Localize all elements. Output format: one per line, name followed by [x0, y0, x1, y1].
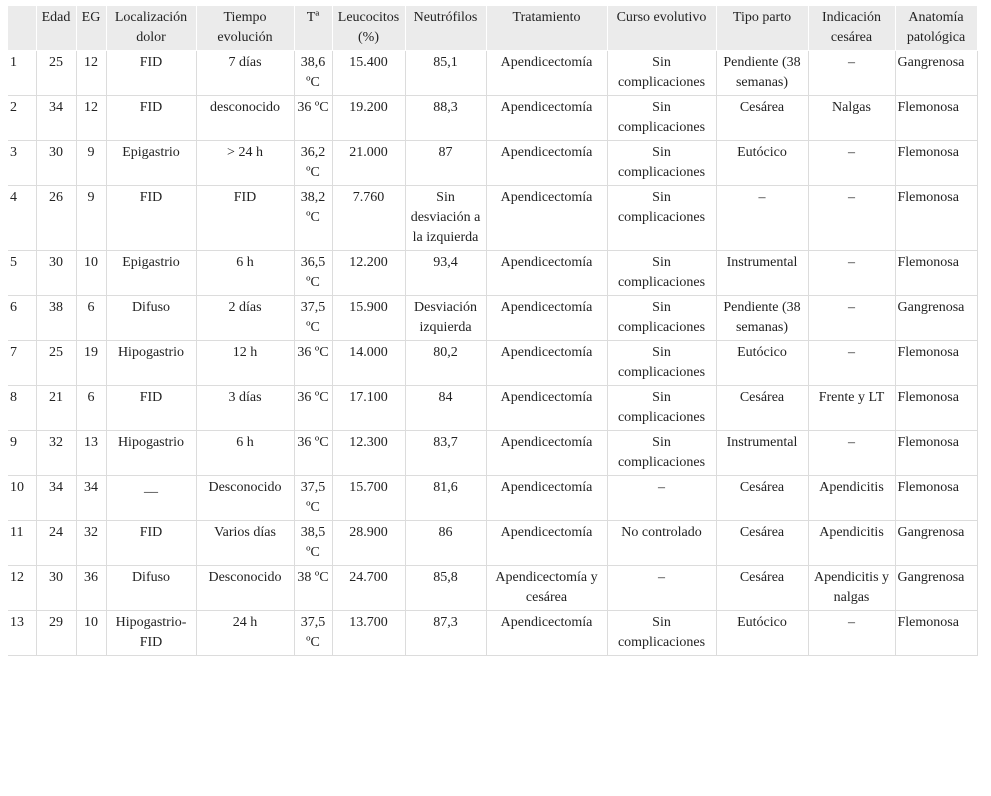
header-cell-neutrofilos: Neutrófilos: [405, 6, 486, 51]
cell-tratamiento: Apendicectomía: [486, 251, 607, 296]
cell-edad: 38: [36, 296, 76, 341]
cell-eg: 19: [76, 341, 106, 386]
cell-tratamiento: Apendicectomía: [486, 51, 607, 96]
cell-tiempo: 6 h: [196, 251, 294, 296]
cell-localizacion: FID: [106, 51, 196, 96]
table-row: [8, 386, 977, 431]
cell-edad: 26: [36, 186, 76, 251]
header-cell-temperatura: Tª: [294, 6, 332, 51]
cell-indicacion: –: [808, 611, 895, 656]
cell-tratamiento: Apendicectomía: [486, 521, 607, 566]
header-cell-edad: Edad: [36, 6, 76, 51]
cell-tiempo: 2 días: [196, 296, 294, 341]
header-cell-indicacion: Indicación cesárea: [808, 6, 895, 51]
cell-leucocitos: 15.700: [332, 476, 405, 521]
cell-temperatura: 38,5 ºC: [294, 521, 332, 566]
cell-temperatura: 38 ºC: [294, 566, 332, 611]
cell-localizacion: FID: [106, 386, 196, 431]
cell-index: 2: [8, 96, 36, 141]
cell-anatomia: Flemonosa: [895, 431, 977, 476]
cell-curso: –: [607, 566, 716, 611]
header-cell-tipo-parto: Tipo parto: [716, 6, 808, 51]
table-row: [8, 51, 977, 96]
cell-neutrofilos: 83,7: [405, 431, 486, 476]
cell-temperatura: 37,5 ºC: [294, 476, 332, 521]
table-row: [8, 611, 977, 656]
cell-eg: 9: [76, 186, 106, 251]
cell-neutrofilos: 85,1: [405, 51, 486, 96]
cell-tipo-parto: Eutócico: [716, 341, 808, 386]
cell-anatomia: Gangrenosa: [895, 296, 977, 341]
cell-neutrofilos: 88,3: [405, 96, 486, 141]
cell-edad: 25: [36, 51, 76, 96]
cell-neutrofilos: 80,2: [405, 341, 486, 386]
cell-tipo-parto: Instrumental: [716, 431, 808, 476]
cell-tiempo: FID: [196, 186, 294, 251]
cell-tipo-parto: Eutócico: [716, 141, 808, 186]
cell-tratamiento: Apendicectomía: [486, 476, 607, 521]
cell-tratamiento: Apendicectomía: [486, 96, 607, 141]
cell-tratamiento: Apendicectomía: [486, 296, 607, 341]
cell-localizacion: Hipogastrio: [106, 431, 196, 476]
cell-indicacion: Frente y LT: [808, 386, 895, 431]
cell-anatomia: Flemonosa: [895, 141, 977, 186]
cell-indicacion: Apendicitis: [808, 476, 895, 521]
cell-eg: 12: [76, 96, 106, 141]
cell-neutrofilos: 87: [405, 141, 486, 186]
cell-index: 12: [8, 566, 36, 611]
cell-localizacion: __: [106, 476, 196, 521]
cell-leucocitos: 12.300: [332, 431, 405, 476]
cell-tipo-parto: Cesárea: [716, 476, 808, 521]
cell-temperatura: 37,5 ºC: [294, 296, 332, 341]
cell-localizacion: Difuso: [106, 296, 196, 341]
cell-indicacion: –: [808, 431, 895, 476]
header-row: [8, 6, 977, 51]
cell-tipo-parto: –: [716, 186, 808, 251]
cell-curso: Sin complicaciones: [607, 611, 716, 656]
cell-tipo-parto: Eutócico: [716, 611, 808, 656]
cell-index: 7: [8, 341, 36, 386]
cell-anatomia: Flemonosa: [895, 186, 977, 251]
cell-neutrofilos: Sin desviación a la izquierda: [405, 186, 486, 251]
cell-tipo-parto: Pendiente (38 semanas): [716, 51, 808, 96]
cell-neutrofilos: Desviación izquierda: [405, 296, 486, 341]
cell-indicacion: –: [808, 296, 895, 341]
cell-edad: 30: [36, 141, 76, 186]
cell-curso: Sin complicaciones: [607, 341, 716, 386]
cell-leucocitos: 7.760: [332, 186, 405, 251]
cell-eg: 10: [76, 251, 106, 296]
cell-anatomia: Flemonosa: [895, 96, 977, 141]
cell-temperatura: 36,5 ºC: [294, 251, 332, 296]
cell-leucocitos: 15.400: [332, 51, 405, 96]
cell-leucocitos: 17.100: [332, 386, 405, 431]
cell-edad: 29: [36, 611, 76, 656]
cell-eg: 9: [76, 141, 106, 186]
cell-tratamiento: Apendicectomía: [486, 611, 607, 656]
cell-anatomia: Flemonosa: [895, 386, 977, 431]
cell-leucocitos: 14.000: [332, 341, 405, 386]
cell-tratamiento: Apendicectomía: [486, 141, 607, 186]
cell-eg: 12: [76, 51, 106, 96]
cell-tratamiento: Apendicectomía: [486, 186, 607, 251]
cell-curso: Sin complicaciones: [607, 296, 716, 341]
cell-curso: Sin complicaciones: [607, 186, 716, 251]
cell-index: 10: [8, 476, 36, 521]
cell-leucocitos: 12.200: [332, 251, 405, 296]
cell-anatomia: Gangrenosa: [895, 566, 977, 611]
cell-edad: 30: [36, 566, 76, 611]
cell-leucocitos: 28.900: [332, 521, 405, 566]
cell-anatomia: Flemonosa: [895, 476, 977, 521]
cell-localizacion: FID: [106, 96, 196, 141]
cell-localizacion: Hipogastrio: [106, 341, 196, 386]
cell-neutrofilos: 86: [405, 521, 486, 566]
cell-localizacion: Epigastrio: [106, 251, 196, 296]
cell-edad: 30: [36, 251, 76, 296]
header-cell-localizacion: Localización dolor: [106, 6, 196, 51]
table-row: [8, 296, 977, 341]
cell-tiempo: Varios días: [196, 521, 294, 566]
cell-curso: Sin complicaciones: [607, 431, 716, 476]
header-cell-index: [8, 6, 36, 51]
cell-edad: 34: [36, 96, 76, 141]
cell-indicacion: –: [808, 341, 895, 386]
cell-localizacion: Epigastrio: [106, 141, 196, 186]
table-row: [8, 431, 977, 476]
cell-eg: 6: [76, 296, 106, 341]
cell-localizacion: Hipogastrio-FID: [106, 611, 196, 656]
cell-neutrofilos: 81,6: [405, 476, 486, 521]
cell-curso: No controlado: [607, 521, 716, 566]
cell-eg: 6: [76, 386, 106, 431]
cell-temperatura: 36 ºC: [294, 96, 332, 141]
cell-temperatura: 36 ºC: [294, 386, 332, 431]
cell-index: 6: [8, 296, 36, 341]
cell-curso: Sin complicaciones: [607, 51, 716, 96]
cell-localizacion: Difuso: [106, 566, 196, 611]
cell-index: 3: [8, 141, 36, 186]
cell-indicacion: Apendicitis y nalgas: [808, 566, 895, 611]
cell-temperatura: 38,6 ºC: [294, 51, 332, 96]
cell-anatomia: Flemonosa: [895, 251, 977, 296]
cell-tiempo: 7 días: [196, 51, 294, 96]
cell-tiempo: Desconocido: [196, 476, 294, 521]
cell-index: 9: [8, 431, 36, 476]
cell-neutrofilos: 84: [405, 386, 486, 431]
cell-tratamiento: Apendicectomía: [486, 431, 607, 476]
cell-tipo-parto: Cesárea: [716, 96, 808, 141]
cell-tiempo: > 24 h: [196, 141, 294, 186]
cell-index: 8: [8, 386, 36, 431]
cell-tiempo: desconocido: [196, 96, 294, 141]
cell-tiempo: 3 días: [196, 386, 294, 431]
cell-index: 5: [8, 251, 36, 296]
cell-leucocitos: 24.700: [332, 566, 405, 611]
cell-temperatura: 38,2 ºC: [294, 186, 332, 251]
cell-indicacion: Nalgas: [808, 96, 895, 141]
table-row: [8, 566, 977, 611]
cell-anatomia: Gangrenosa: [895, 51, 977, 96]
cell-tratamiento: Apendicectomía y cesárea: [486, 566, 607, 611]
cell-temperatura: 36,2 ºC: [294, 141, 332, 186]
cell-tiempo: 6 h: [196, 431, 294, 476]
cell-eg: 10: [76, 611, 106, 656]
cell-anatomia: Gangrenosa: [895, 521, 977, 566]
cell-temperatura: 36 ºC: [294, 341, 332, 386]
table-row: [8, 96, 977, 141]
cell-indicacion: –: [808, 186, 895, 251]
cell-tiempo: Desconocido: [196, 566, 294, 611]
cell-index: 1: [8, 51, 36, 96]
table-row: [8, 141, 977, 186]
cell-index: 13: [8, 611, 36, 656]
cell-leucocitos: 19.200: [332, 96, 405, 141]
cell-localizacion: FID: [106, 521, 196, 566]
cell-indicacion: –: [808, 141, 895, 186]
cell-neutrofilos: 87,3: [405, 611, 486, 656]
table-row: [8, 251, 977, 296]
cell-tipo-parto: Cesárea: [716, 566, 808, 611]
cell-edad: 32: [36, 431, 76, 476]
cell-eg: 13: [76, 431, 106, 476]
cell-tratamiento: Apendicectomía: [486, 341, 607, 386]
cell-tiempo: 24 h: [196, 611, 294, 656]
header-cell-anatomia: Anatomía patológica: [895, 6, 977, 51]
cell-edad: 21: [36, 386, 76, 431]
cell-indicacion: –: [808, 251, 895, 296]
cell-leucocitos: 15.900: [332, 296, 405, 341]
cell-curso: –: [607, 476, 716, 521]
cell-curso: Sin complicaciones: [607, 96, 716, 141]
cell-eg: 34: [76, 476, 106, 521]
cell-indicacion: –: [808, 51, 895, 96]
patients-table: [8, 6, 978, 656]
cell-tipo-parto: Cesárea: [716, 386, 808, 431]
cell-tratamiento: Apendicectomía: [486, 386, 607, 431]
header-cell-tiempo: Tiempo evolución: [196, 6, 294, 51]
cell-curso: Sin complicaciones: [607, 141, 716, 186]
cell-tipo-parto: Pendiente (38 semanas): [716, 296, 808, 341]
cell-tiempo: 12 h: [196, 341, 294, 386]
header-cell-eg: EG: [76, 6, 106, 51]
cell-temperatura: 37,5 ºC: [294, 611, 332, 656]
cell-edad: 34: [36, 476, 76, 521]
cell-tipo-parto: Instrumental: [716, 251, 808, 296]
table-row: [8, 341, 977, 386]
cell-anatomia: Flemonosa: [895, 341, 977, 386]
cell-neutrofilos: 85,8: [405, 566, 486, 611]
table-row: [8, 476, 977, 521]
cell-tipo-parto: Cesárea: [716, 521, 808, 566]
cell-edad: 24: [36, 521, 76, 566]
cell-neutrofilos: 93,4: [405, 251, 486, 296]
header-cell-tratamiento: Tratamiento: [486, 6, 607, 51]
cell-index: 4: [8, 186, 36, 251]
cell-localizacion: FID: [106, 186, 196, 251]
table-row: [8, 186, 977, 251]
cell-curso: Sin complicaciones: [607, 251, 716, 296]
cell-temperatura: 36 ºC: [294, 431, 332, 476]
cell-eg: 32: [76, 521, 106, 566]
header-cell-curso: Curso evolutivo: [607, 6, 716, 51]
cell-eg: 36: [76, 566, 106, 611]
table-body: [8, 51, 977, 656]
cell-indicacion: Apendicitis: [808, 521, 895, 566]
cell-leucocitos: 21.000: [332, 141, 405, 186]
cell-curso: Sin complicaciones: [607, 386, 716, 431]
cell-leucocitos: 13.700: [332, 611, 405, 656]
table-row: [8, 521, 977, 566]
cell-edad: 25: [36, 341, 76, 386]
cell-anatomia: Flemonosa: [895, 611, 977, 656]
cell-index: 11: [8, 521, 36, 566]
header-cell-leucocitos: Leucocitos (%): [332, 6, 405, 51]
